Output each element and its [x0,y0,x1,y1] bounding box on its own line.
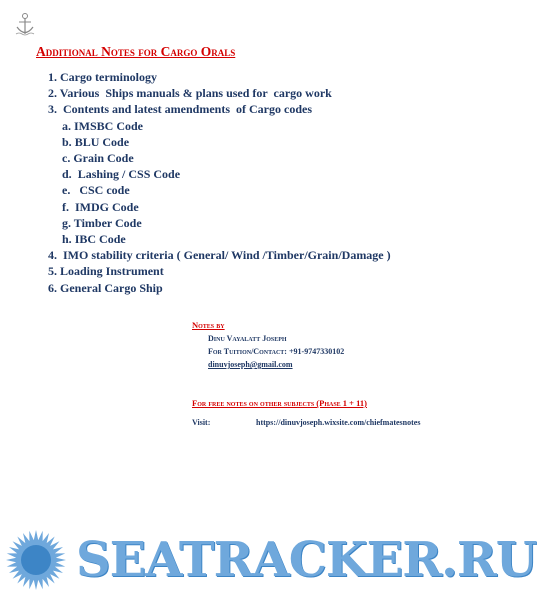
topic-text: Contents and latest amendments of Cargo codes [57,102,312,117]
topic-item [48,86,332,101]
topic-item [62,183,130,198]
visit-url-link[interactable]: https://dinuvjoseph.wixsite.com/chiefmatesnotes [256,418,421,427]
topic-text: IMO stability criteria ( General/ Wind /Timber/Grain/Damage ) [57,248,391,263]
contact-line: For Tuition/Contact: +91-9747330102 [208,347,345,356]
topic-marker: 2. [48,86,57,101]
topic-item [62,135,129,150]
topic-item [48,264,164,279]
topic-text: Timber Code [71,215,142,230]
topic-marker: 3. [48,102,57,117]
ship-emblem-icon [14,12,36,38]
topic-marker: d. [62,167,72,182]
topic-item [62,200,139,215]
topic-marker: e. [62,183,71,198]
topic-item [62,151,134,166]
topic-text: IMSBC Code [71,118,144,133]
topic-marker: f. [62,199,69,214]
topic-text: Lashing / CSS Code [71,167,181,182]
sun-burst-icon [6,528,70,592]
topic-item [48,70,157,85]
topic-marker: 6. [48,280,57,295]
topic-item [48,102,312,117]
topic-item [48,281,163,296]
topic-item [62,232,126,247]
topic-marker: c. [62,151,71,165]
topic-marker: 5. [48,264,57,279]
topic-marker: 4. [48,248,57,263]
topic-text: Cargo terminology [57,70,157,84]
topic-item [62,216,142,231]
watermark-text: SEATRACKER.RU [76,532,537,588]
topic-marker: 1. [48,70,57,84]
topic-item [48,248,391,263]
visit-label: Visit: [192,418,211,427]
topic-text: Grain Code [70,151,134,165]
topic-text: Loading Instrument [57,264,164,279]
topic-text: Various Ships manuals & plans used for cargo work [57,86,332,101]
topic-marker: g. [62,215,71,230]
topic-text: General Cargo Ship [57,280,163,295]
email-link[interactable]: dinuvjoseph@gmail.com [208,360,293,369]
topic-marker: b. [62,134,72,149]
topic-text: CSC code [70,183,130,198]
page-heading: Additional Notes for Cargo Orals [36,44,236,59]
notes-label: Notes by [192,320,225,330]
topic-marker: a. [62,118,71,133]
author-name: Dinu Vayalatt Joseph [208,334,287,343]
topic-item [62,119,143,134]
topic-text: IBC Code [71,232,126,246]
topic-item [62,167,180,182]
topic-text: IMDG Code [69,199,139,214]
topic-text: BLU Code [71,134,130,149]
topic-marker: h. [62,232,72,246]
free-notes-line: For free notes on other subjects (Phase 1 + 11) [192,398,367,408]
